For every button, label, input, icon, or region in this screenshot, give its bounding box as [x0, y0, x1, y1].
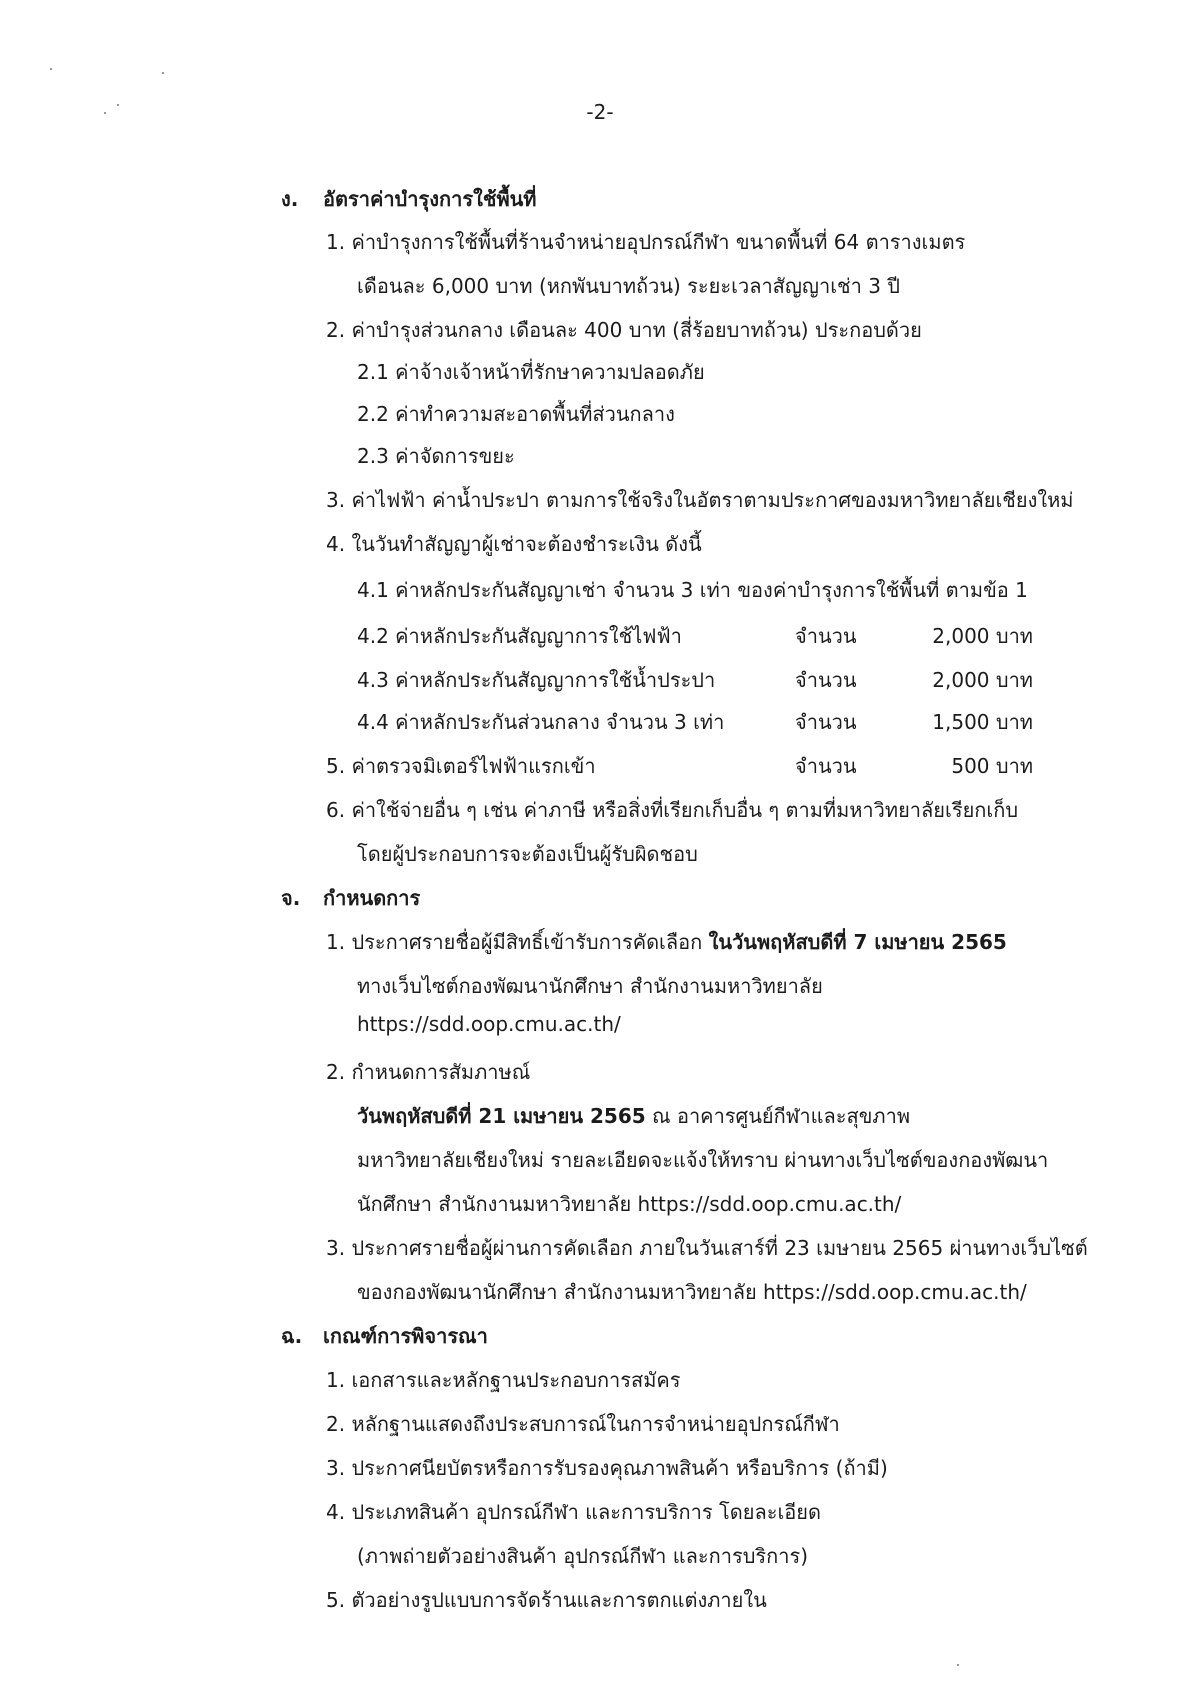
section-title: อัตราค่าบำรุงการใช้พื้นที่ — [323, 187, 537, 211]
fee-amount: 1,500 บาท — [932, 710, 1033, 734]
fee-label: 4.2 ค่าหลักประกันสัญญาการใช้ไฟฟ้า — [357, 624, 682, 648]
list-item: 2. ค่าบำรุงส่วนกลาง เดือนละ 400 บาท (สี่ร้อยบาทถ้วน) ประกอบด้วย — [326, 318, 922, 342]
list-item: 6. ค่าใช้จ่ายอื่น ๆ เช่น ค่าภาษี หรือสิ่งที่เรียกเก็บอื่น ๆ ตามที่มหาวิทยาลัยเรียกเก็บ — [326, 798, 1019, 822]
fee-amount: 2,000 บาท — [932, 624, 1033, 648]
fee-label: 4.3 ค่าหลักประกันสัญญาการใช้น้ำประปา — [357, 668, 716, 692]
fee-label: 4.4 ค่าหลักประกันส่วนกลาง จำนวน 3 เท่า — [357, 710, 725, 734]
sub-item: 2.2 ค่าทำความสะอาดพื้นที่ส่วนกลาง — [357, 402, 675, 426]
sub-item: 4.1 ค่าหลักประกันสัญญาเช่า จำนวน 3 เท่า ของค่าบำรุงการใช้พื้นที่ ตามข้อ 1 — [357, 578, 1028, 602]
date-emphasis: วันพฤหัสบดีที่ 21 เมษายน 2565 — [357, 1104, 646, 1128]
section-marker: จ. — [281, 886, 301, 910]
fee-amount: 500 บาท — [951, 754, 1033, 778]
website-url: https://sdd.oop.cmu.ac.th/ — [357, 1012, 621, 1036]
scan-speck — [50, 68, 52, 70]
section-title: กำหนดการ — [323, 886, 421, 910]
fee-count-label: จำนวน — [795, 624, 857, 648]
list-item: 4. ประเภทสินค้า อุปกรณ์กีฬา และการบริการ โดยละเอียด — [326, 1500, 821, 1524]
list-item: 2. หลักฐานแสดงถึงประสบการณ์ในการจำหน่ายอุปกรณ์กีฬา — [326, 1412, 840, 1436]
page-number: -2- — [586, 100, 614, 124]
list-item-continuation — [357, 1100, 910, 1132]
list-item: 3. ประกาศรายชื่อผู้ผ่านการคัดเลือก ภายในวันเสาร์ที่ 23 เมษายน 2565 ผ่านทางเว็บไซต์ — [326, 1236, 1088, 1260]
fee-count-label: จำนวน — [795, 754, 857, 778]
item-text: ณ อาคารศูนย์กีฬาและสุขภาพ — [645, 1104, 910, 1128]
list-item: 4. ในวันทำสัญญาผู้เช่าจะต้องชำระเงิน ดังนี้ — [326, 532, 702, 556]
section-marker: ง. — [281, 187, 299, 211]
sub-item: 2.3 ค่าจัดการขยะ — [357, 444, 515, 468]
list-item-continuation: นักศึกษา สำนักงานมหาวิทยาลัย https://sdd.oop.cmu.ac.th/ — [357, 1192, 902, 1216]
fee-count-label: จำนวน — [795, 710, 857, 734]
section-title: เกณฑ์การพิจารณา — [323, 1324, 488, 1348]
sub-item: 2.1 ค่าจ้างเจ้าหน้าที่รักษาความปลอดภัย — [357, 360, 705, 384]
list-item: 1. เอกสารและหลักฐานประกอบการสมัคร — [326, 1368, 681, 1392]
scan-speck — [957, 1664, 959, 1666]
fee-amount: 2,000 บาท — [932, 668, 1033, 692]
list-item: 1. ค่าบำรุงการใช้พื้นที่ร้านจำหน่ายอุปกรณ์กีฬา ขนาดพื้นที่ 64 ตารางเมตร — [326, 230, 966, 254]
list-item-continuation: มหาวิทยาลัยเชียงใหม่ รายละเอียดจะแจ้งให้ทราบ ผ่านทางเว็บไซต์ของกองพัฒนา — [357, 1148, 1049, 1172]
list-item-continuation: โดยผู้ประกอบการจะต้องเป็นผู้รับผิดชอบ — [357, 842, 698, 866]
fee-label: 5. ค่าตรวจมิเตอร์ไฟฟ้าแรกเข้า — [326, 754, 596, 778]
scan-speck — [162, 72, 164, 74]
list-item: 3. ค่าไฟฟ้า ค่าน้ำประปา ตามการใช้จริงในอัตราตามประกาศของมหาวิทยาลัยเชียงใหม่ — [326, 488, 1074, 512]
item-text: 1. ประกาศรายชื่อผู้มีสิทธิ์เข้ารับการคัดเลือก — [326, 930, 709, 954]
list-item: 2. กำหนดการสัมภาษณ์ — [326, 1060, 531, 1084]
fee-count-label: จำนวน — [795, 668, 857, 692]
date-emphasis: ในวันพฤหัสบดีที่ 7 เมษายน 2565 — [708, 930, 1007, 954]
list-item-continuation: ของกองพัฒนานักศึกษา สำนักงานมหาวิทยาลัย https://sdd.oop.cmu.ac.th/ — [357, 1280, 1027, 1304]
list-item-continuation: ทางเว็บไซต์กองพัฒนานักศึกษา สำนักงานมหาวิทยาลัย — [357, 974, 823, 998]
list-item-continuation: (ภาพถ่ายตัวอย่างสินค้า อุปกรณ์กีฬา และการบริการ) — [357, 1544, 809, 1568]
list-item: 3. ประกาศนียบัตรหรือการรับรองคุณภาพสินค้า หรือบริการ (ถ้ามี) — [326, 1456, 888, 1480]
list-item — [326, 926, 1007, 958]
list-item: 5. ตัวอย่างรูปแบบการจัดร้านและการตกแต่งภายใน — [326, 1588, 767, 1612]
section-marker: ฉ. — [281, 1324, 303, 1348]
list-item-continuation: เดือนละ 6,000 บาท (หกพันบาทถ้วน) ระยะเวลาสัญญาเช่า 3 ปี — [357, 274, 900, 298]
